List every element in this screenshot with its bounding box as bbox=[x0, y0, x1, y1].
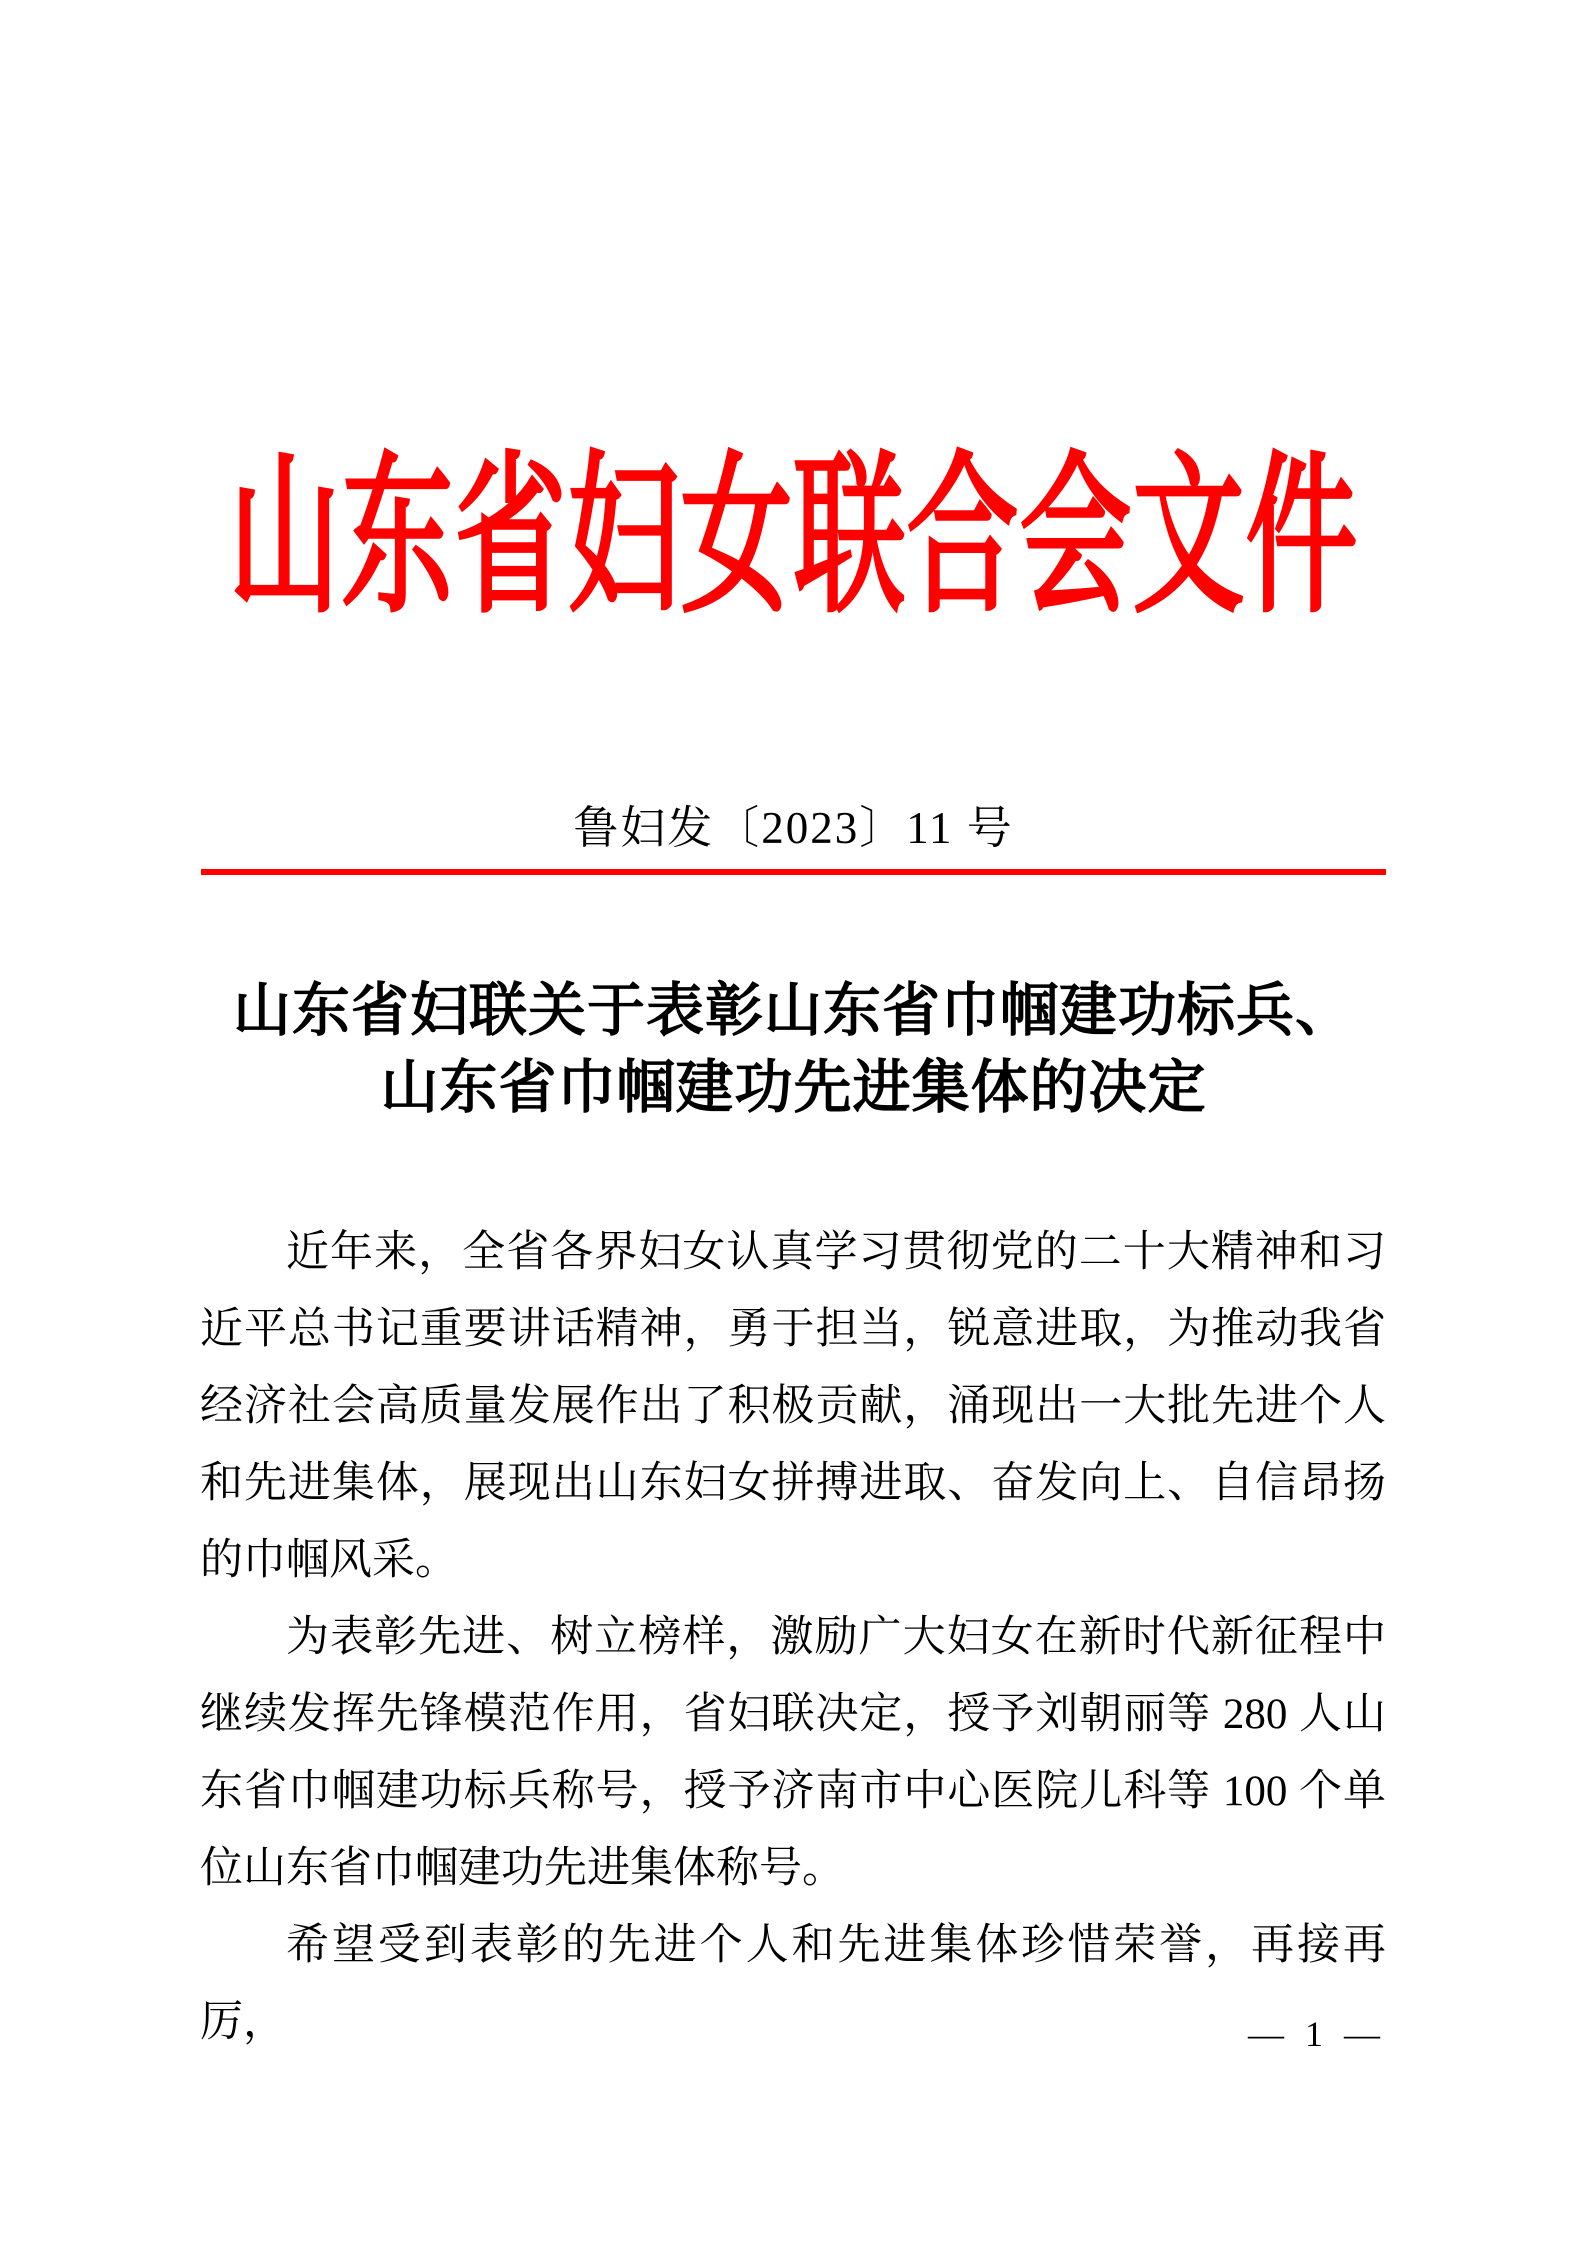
body-paragraph-1: 近年来，全省各界妇女认真学习贯彻党的二十大精神和习近平总书记重要讲话精神，勇于担当，锐意进取，为推动我省经济社会高质量发展作出了积极贡献，涌现出一大批先进个人和先进集体，展现出山东妇女拼搏进取、奋发向上、自信昂扬的巾帼风采。 bbox=[200, 1229, 1386, 1584]
document-body bbox=[200, 1214, 1386, 2061]
document-title bbox=[0, 972, 1587, 1126]
red-divider-rule bbox=[201, 869, 1386, 875]
document-title-line2: 山东省巾帼建功先进集体的决定 bbox=[380, 1055, 1207, 1120]
body-paragraph-2: 为表彰先进、树立榜样，激励广大妇女在新时代新征程中继续发挥先锋模范作用，省妇联决定，授予刘朝丽等 280 人山东省巾帼建功标兵称号，授予济南市中心医院儿科等 100 个单位山东省巾帼建功先进集体称号。 bbox=[200, 1614, 1386, 1892]
page-number: — 1 — bbox=[1248, 2014, 1386, 2054]
document-title-line1: 山东省妇联关于表彰山东省巾帼建功标兵、 bbox=[232, 978, 1354, 1043]
doc-number: 鲁妇发〔2023〕11 号 bbox=[573, 803, 1014, 853]
body-paragraph-3: 希望受到表彰的先进个人和先进集体珍惜荣誉，再接再厉， bbox=[200, 1922, 1386, 2046]
org-masthead-title: 山东省妇女联合会文件 bbox=[228, 442, 1359, 635]
